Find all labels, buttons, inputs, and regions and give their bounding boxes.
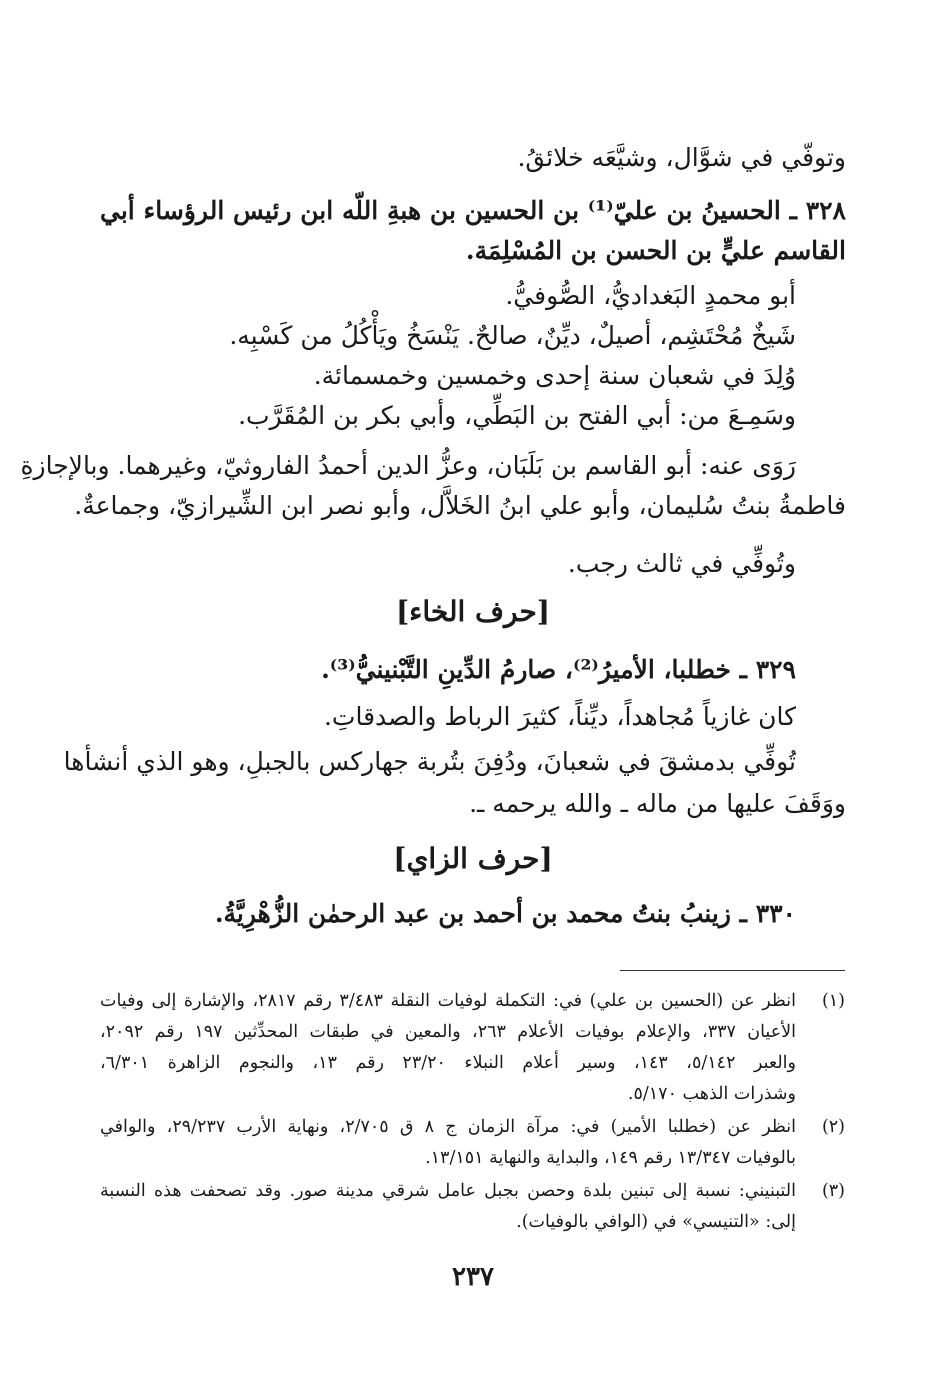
text-line: شَيخٌ مُحْتَشِم، أصيلٌ، ديِّنٌ، صالحٌ. يَنْسَخُ ويَأْكُلُ من كَسْبِه. — [229, 321, 796, 350]
page-number: ٢٣٧ — [452, 1262, 494, 1292]
entry-330-heading: ٣٣٠ ـ زينبُ بنتُ محمد بن أحمد بن عبد الرحمٰن الزُّهْرِيَّةُ. — [214, 899, 796, 928]
footnote-text: انظر عن (الحسين بن علي) في: التكملة لوفيات النقلة ٣/٤٨٣ رقم ٢٨١٧، والإشارة إلى وفيات — [100, 991, 796, 1011]
text-line: فاطمةُ بنتُ سُليمان، وأبو علي ابنُ الخَلاَّل، وأبو نصر ابن الشِّيرازيّ، وجماعةٌ. — [74, 491, 846, 520]
text-line: وُلِدَ في شعبان سنة إحدى وخمسين وخمسمائة. — [313, 361, 796, 390]
footnote-text: التبنيني: نسبة إلى تبنين بلدة وحصن بجبل عامل شرقي مدينة صور. وقد تصحفت هذه النسبة — [100, 1181, 796, 1201]
text-line: وتوفّي في شوَّال، وشيَّعَه خلائقُ. — [517, 143, 846, 172]
footnote-number: (٢) — [821, 1117, 845, 1137]
footnote-number: (٣) — [821, 1181, 845, 1201]
footnote-text: وشذرات الذهب ٥/١٧٠. — [627, 1084, 796, 1104]
text-line: وتُوفِّي في ثالث رجب. — [567, 549, 796, 578]
footnote-text: إلى: «التنيسي» في (الوافي بالوفيات). — [516, 1212, 796, 1232]
footnote-text: انظر عن (خطلبا الأمير) في: مرآة الزمان ج ٨ ق ٢/٧٠٥، ونهاية الأرب ٢٩/٢٣٧، والوافي — [100, 1117, 797, 1137]
footnote-text: بالوفيات ١٣/٣٤٧ رقم ١٤٩، والبداية والنهاية ١٣/١٥١. — [425, 1148, 796, 1168]
text-line: كان غازياً مُجاهداً، ديِّناً، كثيرَ الرباط والصدقاتِ. — [323, 702, 796, 731]
footnote-text: والعبر ٥/١٤٢، ١٤٣، وسير أعلام النبلاء ٢٣/٢٠ رقم ١٣، والنجوم الزاهرة ٦/٣٠١، — [100, 1053, 796, 1073]
footnote-separator — [620, 970, 845, 971]
text-line: تُوفِّي بدمشقَ في شعبانَ، ودُفِنَ بتُربة جهاركس بالجبلِ، وهو الذي أنشأها — [63, 747, 796, 776]
section-heading-zay: [حرف الزاي] — [393, 842, 553, 875]
entry-328-heading: ٣٢٨ ـ الحسينُ بن عليّ⁽¹⁾ بن الحسين بن هبةِ اللّه ابن رئيس الرؤساء أبي — [100, 196, 846, 225]
text-line: رَوَى عنه: أبو القاسم بن بَلَبَان، وعزُّ الدين أحمدُ الفاروثيّ، وغيرهما. وبالإجازةِ — [20, 451, 796, 480]
text-line: ووَقَفَ عليها من ماله ـ والله يرحمه ـ. — [469, 789, 846, 818]
section-heading-kha: [حرف الخاء] — [395, 595, 551, 628]
entry-328-heading-cont: القاسم عليٍّ بن الحسن بن المُسْلِمَة. — [465, 236, 846, 265]
entry-329-heading: ٣٢٩ ـ خطلبا، الأميرُ⁽²⁾، صارمُ الدِّينِ التَّبْنينيُّ⁽³⁾. — [321, 655, 796, 684]
footnote-number: (١) — [821, 991, 845, 1011]
text-line: وسَمِـعَ من: أبي الفتح بن البَطِّي، وأبي بكر بن المُقَرَّب. — [238, 401, 796, 430]
footnote-text: الأعيان ٣٣٧، والإعلام بوفيات الأعلام ٢٦٣، والمعين في طبقات المحدِّثين ١٩٧ رقم ٢٠٩٢، — [100, 1022, 797, 1042]
text-line: أبو محمدٍ البَغداديُّ، الصُّوفيُّ. — [505, 281, 796, 310]
